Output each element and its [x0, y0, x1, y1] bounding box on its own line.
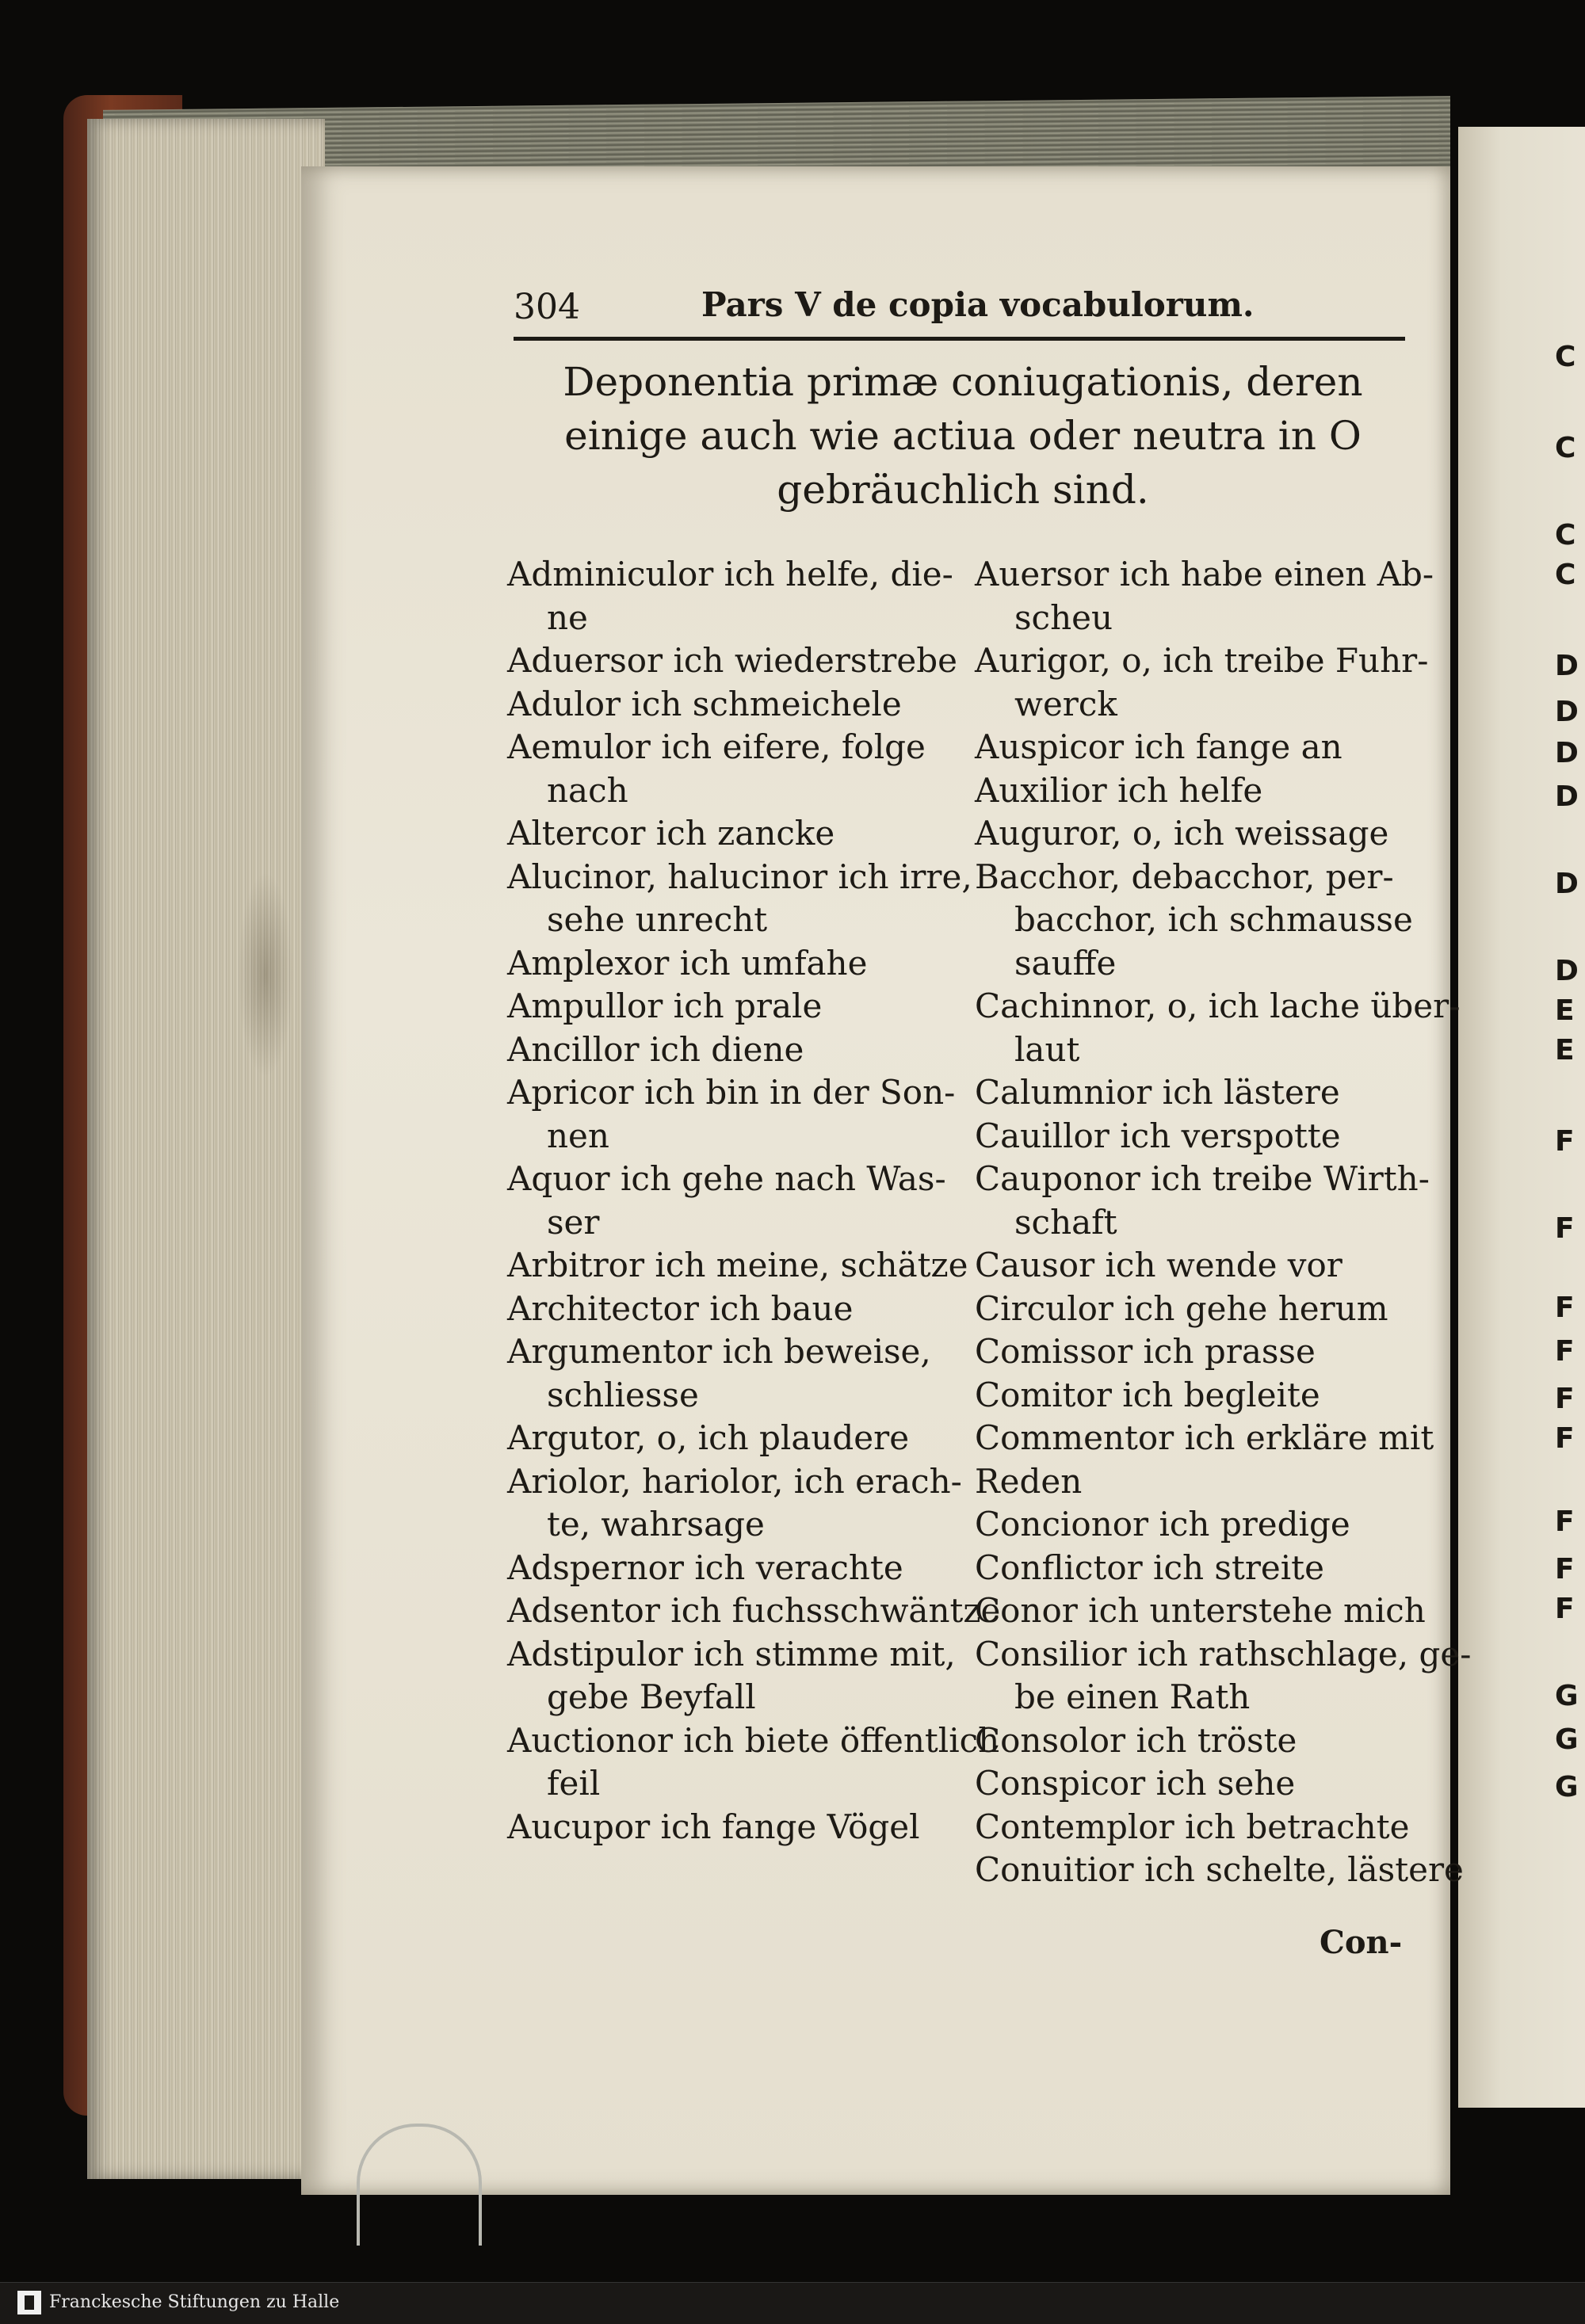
footer-bar [0, 2282, 1585, 2324]
right-column-line: Concionor ich predige [975, 1505, 1350, 1544]
header-rule [514, 337, 1405, 341]
facing-page-letter: F [1555, 1212, 1575, 1245]
right-column-line: Conspicor ich sehe [975, 1764, 1296, 1803]
facing-page-letter: F [1555, 1383, 1575, 1415]
facing-page-letter: C [1555, 341, 1576, 373]
left-column-line: sehe unrecht [547, 900, 768, 939]
facing-page-letter: D [1555, 868, 1579, 900]
page-block-side-edge [87, 119, 325, 2179]
left-column-line: Aemulor ich eifere, folge [507, 727, 926, 766]
facing-page-letter: D [1555, 737, 1579, 769]
left-column-line: te, wahrsage [547, 1505, 765, 1544]
facing-page-letters [1555, 0, 1585, 2323]
facing-page-letter: F [1555, 1505, 1575, 1538]
facing-page-letter: E [1555, 994, 1575, 1027]
right-column-line: Bacchor, debacchor, per- [975, 857, 1394, 896]
facing-page-letter: F [1555, 1335, 1575, 1368]
right-column-line: scheu [1014, 597, 1113, 637]
left-column-line: Auctionor ich biete öffentlich [507, 1720, 1000, 1760]
right-column-line: Conor ich unterstehe mich [975, 1591, 1426, 1630]
facing-page-letter: C [1555, 559, 1576, 591]
facing-page-letter: D [1555, 650, 1579, 682]
right-column-line: Aurigor, o, ich treibe Fuhr- [975, 641, 1429, 680]
running-head: Pars V de copia vocabulorum. [701, 285, 1255, 324]
right-column-line: laut [1014, 1029, 1080, 1069]
left-column-line: Architector ich baue [507, 1288, 854, 1328]
section-heading: Deponentia primæ coniugationis, deren einige auch wie actiua oder neutra in O gebräuchlich sind. [563, 359, 1363, 513]
left-column-line: Argutor, o, ich plaudere [507, 1418, 910, 1457]
right-column-line: schaft [1014, 1202, 1117, 1242]
right-column-line: Causor ich wende vor [975, 1246, 1342, 1284]
left-column-line: Argumentor ich beweise, [507, 1332, 931, 1371]
page-number: 304 [514, 287, 580, 327]
facing-page-letter: D [1555, 955, 1579, 987]
right-column-line: Comitor ich begleite [975, 1375, 1320, 1414]
right-column-line: be einen Rath [1014, 1677, 1251, 1716]
right-column-line: bacchor, ich schmausse [1014, 900, 1413, 939]
right-column-line: Auspicor ich fange an [975, 727, 1342, 766]
facing-page-letter: F [1555, 1422, 1575, 1455]
left-column-line: Adspernor ich verachte [507, 1547, 903, 1587]
facing-page-letter: G [1555, 1723, 1579, 1756]
left-column-line: Adulor ich schmeichele [507, 684, 902, 723]
right-column-line: Auguror, o, ich weissage [975, 814, 1389, 853]
right-column-line: Auersor ich habe einen Ab- [975, 555, 1434, 593]
right-column-line: Consolor ich tröste [975, 1720, 1297, 1760]
facing-page-letter: F [1555, 1125, 1575, 1158]
right-column-line: Commentor ich erkläre mit [975, 1418, 1434, 1457]
left-column-line: Ancillor ich diene [507, 1029, 804, 1069]
left-column-line: Adsentor ich fuchsschwäntze [507, 1591, 1001, 1630]
left-column-line: Ampullor ich prale [507, 986, 823, 1025]
left-column-line: nen [547, 1116, 609, 1155]
left-column-line: Amplexor ich umfahe [507, 943, 868, 983]
left-column-line: Altercor ich zancke [507, 814, 835, 853]
left-column-line: feil [547, 1764, 601, 1803]
footer-credit: Franckesche Stiftungen zu Halle [49, 2292, 340, 2312]
right-column-line: Consilior ich rathschlage, ge- [975, 1634, 1472, 1673]
right-column-line: sauffe [1014, 943, 1117, 983]
right-column-line: Contemplor ich betrachte [975, 1807, 1410, 1846]
left-column-line: Aduersor ich wiederstrebe [507, 641, 957, 680]
facing-page-letter: F [1555, 1553, 1575, 1586]
facing-page-letter: D [1555, 696, 1579, 728]
right-column-line: Cachinnor, o, ich lache über- [975, 986, 1461, 1025]
left-column-line: gebe Beyfall [547, 1677, 756, 1716]
facing-page-letter: F [1555, 1593, 1575, 1625]
institution-logo-icon [17, 2291, 41, 2314]
right-column-line: Circulor ich gehe herum [975, 1288, 1388, 1328]
left-column-line: schliesse [547, 1375, 699, 1414]
facing-page-letter: C [1555, 432, 1576, 464]
facing-page-letter: D [1555, 780, 1579, 813]
right-column-line: Conflictor ich streite [975, 1547, 1324, 1587]
facing-page-letter: G [1555, 1680, 1579, 1712]
left-column-line: ser [547, 1202, 600, 1242]
catchword: Con- [1320, 1924, 1403, 1961]
left-column-line: Aucupor ich fange Vögel [507, 1807, 920, 1846]
facing-page-letter: G [1555, 1771, 1579, 1803]
right-column-line: Auxilior ich helfe [975, 770, 1263, 810]
left-column-line: Aquor ich gehe nach Was- [507, 1159, 946, 1198]
paper-clip [357, 2124, 482, 2246]
left-column-line: ne [547, 597, 588, 637]
facing-page-letter: C [1555, 519, 1576, 551]
facing-page-letter: E [1555, 1034, 1575, 1067]
left-column-line: Adstipulor ich stimme mit, [507, 1634, 956, 1673]
left-column-line: Adminiculor ich helfe, die- [507, 555, 953, 593]
left-column-line: Ariolor, hariolor, ich erach- [507, 1461, 962, 1501]
left-column-line: Alucinor, halucinor ich irre, [507, 857, 972, 896]
page-stain [238, 872, 293, 1078]
right-column-line: Calumnior ich lästere [975, 1073, 1340, 1112]
right-column-line: werck [1014, 684, 1117, 723]
right-column-line: Cauillor ich verspotte [975, 1116, 1341, 1155]
right-column-line: Conuitior ich schelte, lästere [975, 1850, 1464, 1889]
facing-page-letter: F [1555, 1292, 1575, 1324]
right-column-line: Reden [975, 1461, 1083, 1501]
left-column-line: Apricor ich bin in der Son- [507, 1073, 956, 1112]
right-column-line: Comissor ich prasse [975, 1332, 1316, 1371]
left-column-line: Arbitror ich meine, schätze [507, 1246, 968, 1284]
left-column-line: nach [547, 770, 628, 810]
right-column-line: Cauponor ich treibe Wirth- [975, 1159, 1430, 1198]
